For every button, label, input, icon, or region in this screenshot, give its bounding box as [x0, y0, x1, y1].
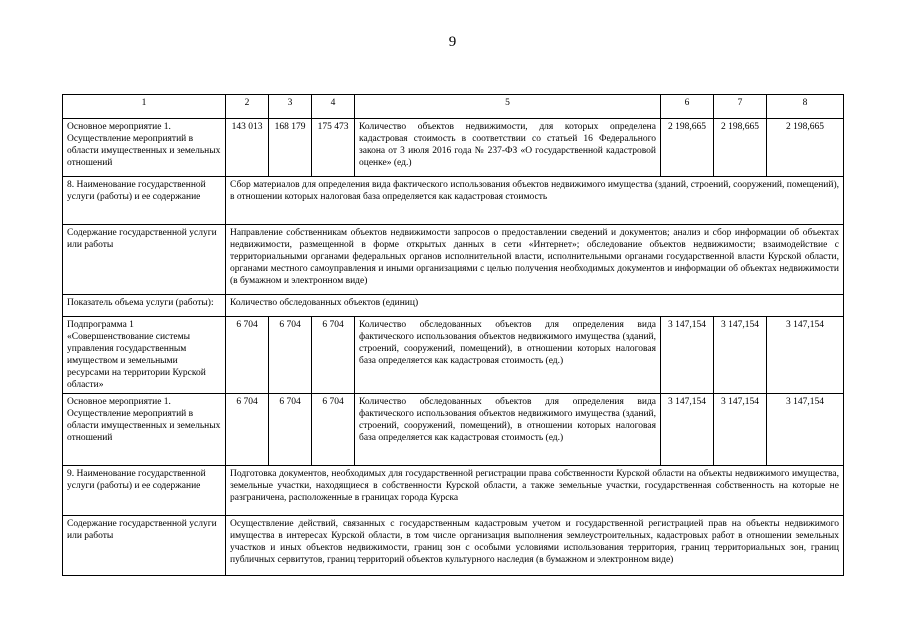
value-cell: 3 147,154 — [661, 317, 714, 394]
value-cell: 3 147,154 — [714, 317, 767, 394]
header-cell: 2 — [226, 95, 269, 119]
value-cell: 143 013 — [226, 119, 269, 177]
table-row — [63, 225, 844, 295]
value-cell: 3 147,154 — [767, 317, 844, 394]
value-cell: 6 704 — [269, 394, 312, 466]
row-text-cell: Количество обследованных объектов (единиц) — [226, 295, 844, 317]
value-cell: 2 198,665 — [661, 119, 714, 177]
table-row — [63, 317, 844, 394]
row-label-cell: Содержание государственной услуги или работы — [63, 225, 226, 295]
value-cell: 3 147,154 — [661, 394, 714, 466]
table-row — [63, 394, 844, 466]
value-cell: 175 473 — [312, 119, 355, 177]
header-cell: 5 — [355, 95, 661, 119]
activity-name-cell: Основное мероприятие 1. Осуществление мероприятий в области имущественных и земельных отношений — [63, 119, 226, 177]
value-cell: 3 147,154 — [714, 394, 767, 466]
value-cell: 6 704 — [226, 394, 269, 466]
row-text-cell: Направление собственникам объектов недвижимости запросов о предоставлении сведений и документов; анализ и сбор информации об объектах недвижимости, размещенной в форме открытых данных в сети «Интернет»; обследование объектов недвижимости; взаимодействие с территориальными органами федеральных органов исполнительной власти, исполнительными органами государственной власти Курской области, органами местного самоуправления и иными организациями с целью получения необходимых документов и информации об объектах недвижимости (в бумажном и электронном виде) — [226, 225, 844, 295]
row-text-cell: Сбор материалов для определения вида фактического использования объектов недвижимого имущества (зданий, строений, сооружений, помещений), в отношении которых налоговая база определяется как кадастровая стоимость — [226, 177, 844, 225]
header-cell: 6 — [661, 95, 714, 119]
row-text-cell: Подготовка документов, необходимых для государственной регистрации права собственности Курской области на объекты недвижимого имущества, земельные участки, находящиеся в собственности Курской области, а также земельные участки, государственная собственность на которые не разграничена, расположенные в границах города Курска — [226, 466, 844, 516]
table-row — [63, 177, 844, 225]
program-table — [62, 94, 844, 576]
row-label-cell: Содержание государственной услуги или работы — [63, 516, 226, 576]
table-row — [63, 119, 844, 177]
activity-name-cell: Основное мероприятие 1. Осуществление мероприятий в области имущественных и земельных отношений — [63, 394, 226, 466]
value-cell: 168 179 — [269, 119, 312, 177]
row-text-cell: Осуществление действий, связанных с государственным кадастровым учетом и государственной регистрацией прав на объекты недвижимого имущества в интересах Курской области, в том числе организация выполнения землеустроительных, кадастровых работ в отношении земельных участков и иных объектов недвижимости, границ зон с особыми условиями использования территория, границ территориальных зон, границ публичных сервитутов, границ территорий объектов культурного наследия (в бумажном и электронном виде) — [226, 516, 844, 576]
indicator-cell: Количество обследованных объектов для определения вида фактического использования объектов недвижимого имущества (зданий, строений, сооружений, помещений), в отношении которых налоговая база определяется как кадастровая стоимость (ед.) — [355, 394, 661, 466]
value-cell: 2 198,665 — [767, 119, 844, 177]
indicator-cell: Количество объектов недвижимости, для которых определена кадастровая стоимость в соответствии со статьей 16 Федерального закона от 3 июля 2016 года № 237-ФЗ «О государственной кадастровой оценке» (ед.) — [355, 119, 661, 177]
table-row — [63, 516, 844, 576]
row-label-cell: Показатель объема услуги (работы): — [63, 295, 226, 317]
row-label-cell: 8. Наименование государственной услуги (работы) и ее содержание — [63, 177, 226, 225]
value-cell: 6 704 — [312, 394, 355, 466]
activity-name-cell: Подпрограмма 1 «Совершенствование системы управления государственным имуществом и земельными ресурсами на территории Курской области» — [63, 317, 226, 394]
header-cell: 7 — [714, 95, 767, 119]
value-cell: 2 198,665 — [714, 119, 767, 177]
header-row — [63, 95, 844, 119]
page-number: 9 — [448, 34, 457, 50]
header-cell: 4 — [312, 95, 355, 119]
header-cell: 3 — [269, 95, 312, 119]
value-cell: 6 704 — [269, 317, 312, 394]
value-cell: 6 704 — [312, 317, 355, 394]
value-cell: 3 147,154 — [767, 394, 844, 466]
indicator-cell: Количество обследованных объектов для определения вида фактического использования объектов недвижимого имущества (зданий, строений, сооружений, помещений), в отношении которых налоговая база определяется как кадастровая стоимость (ед.) — [355, 317, 661, 394]
row-label-cell: 9. Наименование государственной услуги (работы) и ее содержание — [63, 466, 226, 516]
header-cell: 8 — [767, 95, 844, 119]
table-row — [63, 295, 844, 317]
value-cell: 6 704 — [226, 317, 269, 394]
table-row — [63, 466, 844, 516]
header-cell: 1 — [63, 95, 226, 119]
